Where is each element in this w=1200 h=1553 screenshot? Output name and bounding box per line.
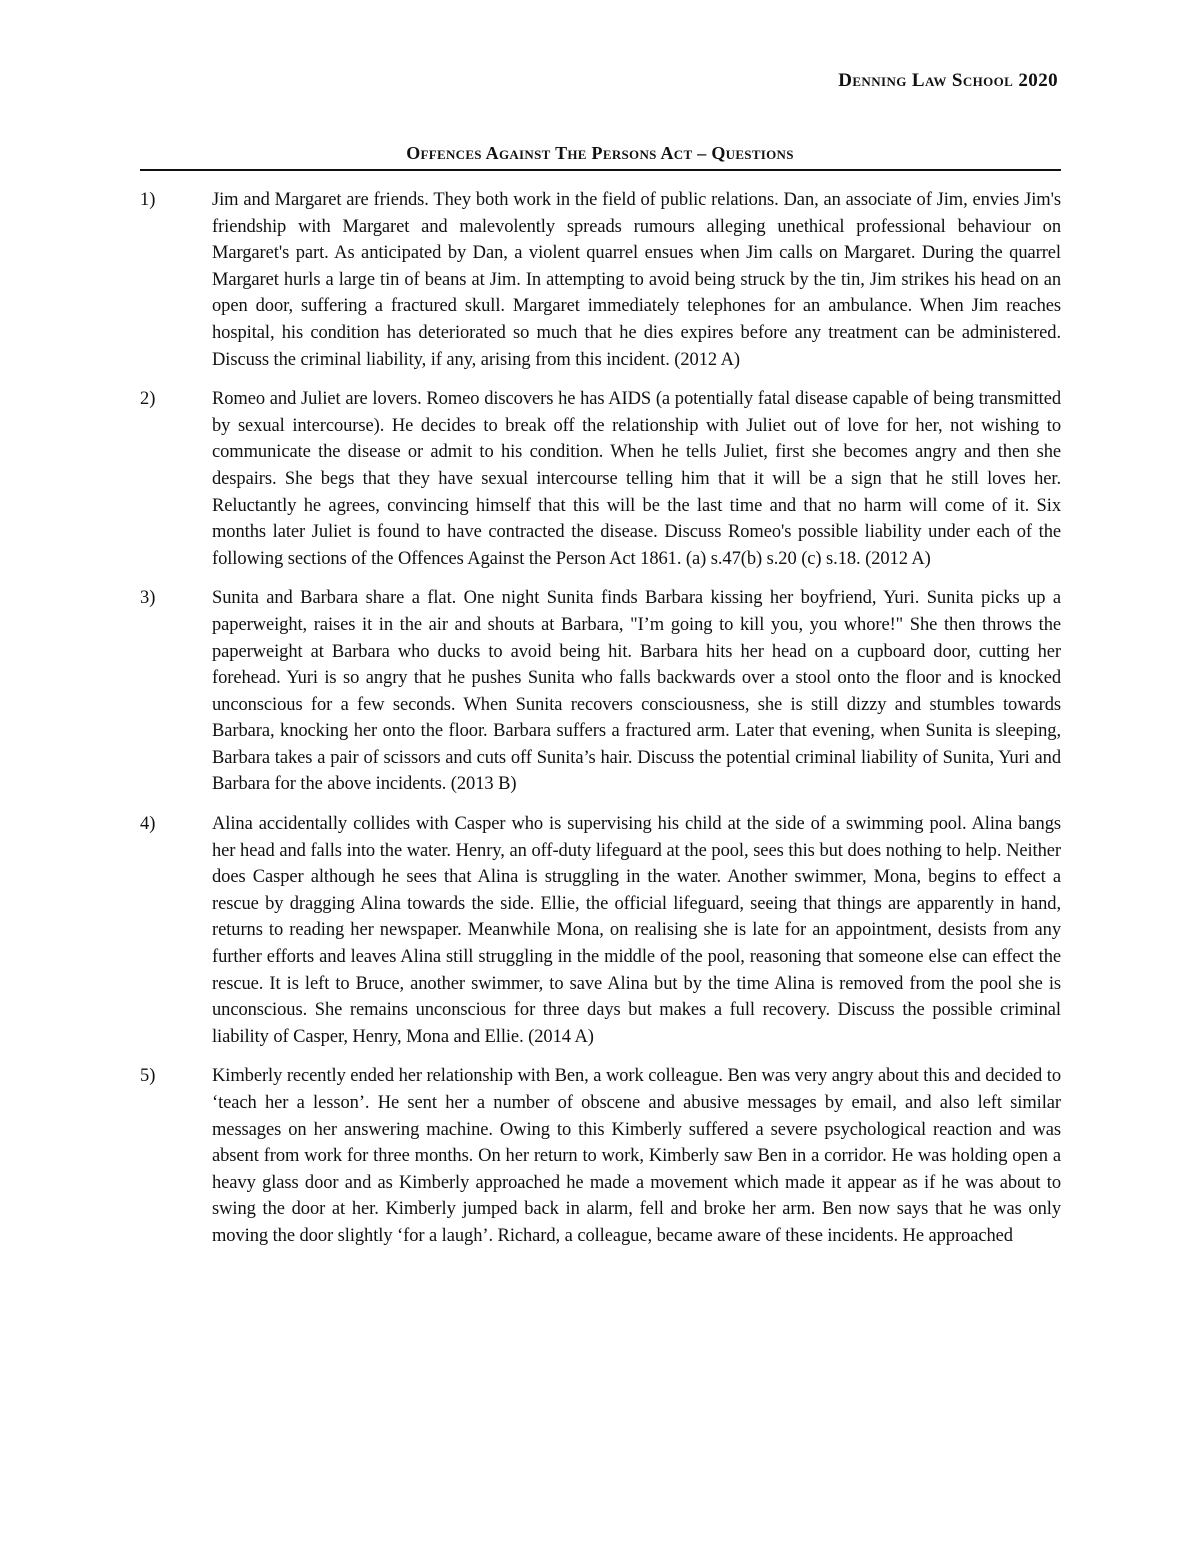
question-number: 3) <box>140 588 156 609</box>
title-divider <box>140 169 1061 171</box>
question-item <box>140 187 1061 373</box>
question-item <box>140 811 1061 1050</box>
question-item <box>140 1063 1061 1249</box>
question-number: 5) <box>140 1066 156 1087</box>
question-number: 1) <box>140 190 156 210</box>
question-text: Kimberly recently ended her relationship with Ben, a work colleague. Ben was very angry about this and decided to ‘teach her a lesson’. He sent her a number of obscene and abusive messages by email, and also left similar messages on her answering machine. Owing to this Kimberly suffered a severe psychological reaction and was absent from work for three months. On her return to work, Kimberly saw Ben in a corridor. He was holding open a heavy glass door and as Kimberly approached he made a movement which made it appear as if he was about to swing the door at her. Kimberly jumped back in alarm, fell and broke her arm. Ben now says that he was only moving the door slightly ‘for a laugh’. Richard, a colleague, became aware of these incidents. He approached <box>212 1066 1061 1246</box>
question-text: Jim and Margaret are friends. They both work in the field of public relations. Dan, an associate of Jim, envies Jim's friendship with Margaret and malevolently spreads rumours alleging unethical professional behaviour on Margaret's part. As anticipated by Dan, a violent quarrel ensues when Jim calls on Margaret. During the quarrel Margaret hurls a large tin of beans at Jim. In attempting to avoid being struck by the tin, Jim strikes his head on an open door, suffering a fractured skull. Margaret immediately telephones for an ambulance. When Jim reaches hospital, his condition has deteriorated so much that he dies expires before any treatment can be administered. Discuss the criminal liability, if any, arising from this incident. (2012 A) <box>212 190 1061 370</box>
question-text: Alina accidentally collides with Casper who is supervising his child at the side of a swimming pool. Alina bangs her head and falls into the water. Henry, an off-duty lifeguard at the pool, sees this but does nothing to help. Neither does Casper although he sees that Alina is struggling in the water. Another swimmer, Mona, begins to effect a rescue by dragging Alina towards the side. Ellie, the official lifeguard, seeing that things are apparently in hand, returns to reading her newspaper. Meanwhile Mona, on realising she is late for an appointment, desists from any further efforts and leaves Alina still struggling in the middle of the pool, reasoning that someone else can effect the rescue. It is left to Bruce, another swimmer, to save Alina but by the time Alina is removed from the pool she is unconscious. She remains unconscious for three days but makes a full recovery. Discuss the possible criminal liability of Casper, Henry, Mona and Ellie. (2014 A) <box>212 814 1061 1047</box>
question-text: Sunita and Barbara share a flat. One night Sunita finds Barbara kissing her boyfriend, Yuri. Sunita picks up a paperweight, raises it in the air and shouts at Barbara, "I’m going to kill you, you whore!" She then throws the paperweight at Barbara who ducks to avoid being hit. Barbara hits her head on a cupboard door, cutting her forehead. Yuri is so angry that he pushes Sunita who falls backwards over a stool onto the floor and is knocked unconscious for a few seconds. When Sunita recovers consciousness, she is still dizzy and stumbles towards Barbara, knocking her onto the floor. Barbara suffers a fractured arm. Later that evening, when Sunita is sleeping, Barbara takes a pair of scissors and cuts off Sunita’s hair. Discuss the potential criminal liability of Sunita, Yuri and Barbara for the above incidents. (2013 B) <box>212 588 1061 795</box>
question-item <box>140 585 1061 798</box>
document-title: Offences Against The Persons Act – Questions <box>406 143 794 163</box>
question-list <box>140 187 1061 1263</box>
page-header: Denning Law School 2020 <box>838 70 1058 91</box>
question-text: Romeo and Juliet are lovers. Romeo discovers he has AIDS (a potentially fatal disease capable of being transmitted by sexual intercourse). He decides to break off the relationship with Juliet out of love for her, not wishing to communicate the disease or admit to his condition. When he tells Juliet, first she becomes angry and then she despairs. She begs that they have sexual intercourse telling him that it will be a sign that he still loves her. Reluctantly he agrees, convincing himself that this will be the last time and that no harm will come of it. Six months later Juliet is found to have contracted the disease. Discuss Romeo's possible liability under each of the following sections of the Offences Against the Person Act 1861. (a) s.47(b) s.20 (c) s.18. (2012 A) <box>212 389 1061 569</box>
question-number: 4) <box>140 814 156 835</box>
question-number: 2) <box>140 389 156 410</box>
question-item <box>140 386 1061 572</box>
